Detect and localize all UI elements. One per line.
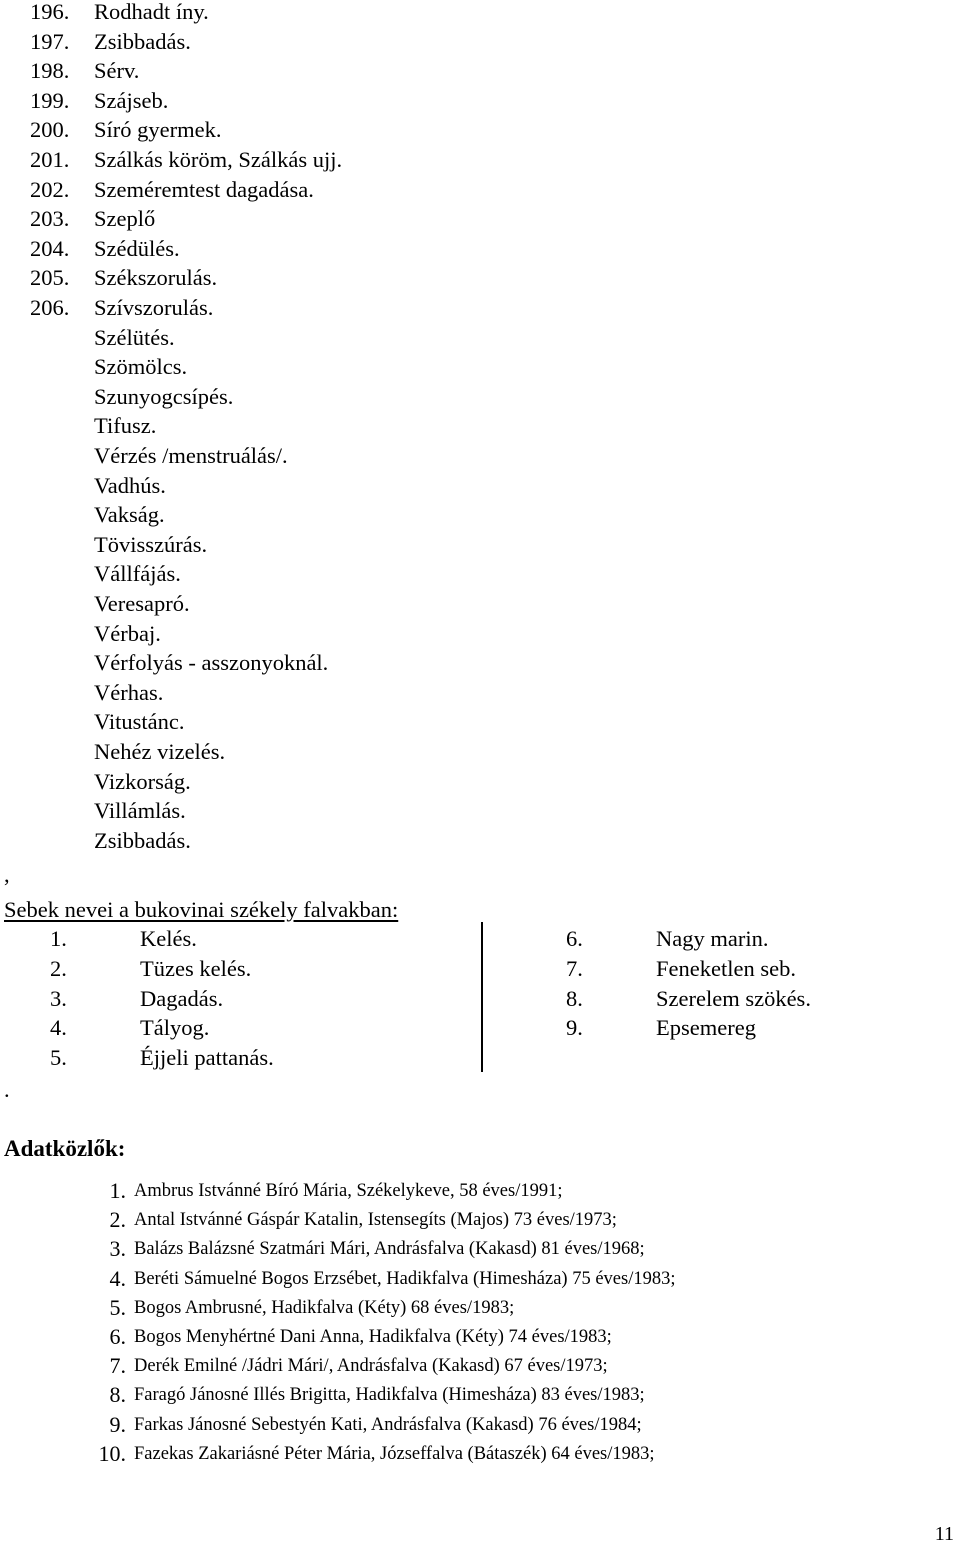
informant-text: Balázs Balázsné Szatmári Mári, Andrásfalva (Kakasd) 81 éves/1968; — [134, 1239, 645, 1260]
remedy-number: 196. — [30, 0, 70, 24]
informant-number: 1. — [109, 1178, 126, 1203]
remedy-label: Zsibbadás. — [94, 827, 191, 853]
informant-text: Beréti Sámuelné Bogos Erzsébet, Hadikfalva (Himesháza) 75 éves/1983; — [134, 1268, 676, 1289]
wound-number: 8. — [566, 985, 583, 1011]
remedy-label: Vállfájás. — [94, 561, 181, 587]
remedy-number: 197. — [30, 28, 70, 54]
remedy-number: 206. — [30, 295, 70, 320]
wound-label: Epsemereg — [656, 1015, 756, 1041]
informant-number: 8. — [109, 1382, 126, 1408]
informant-number: 10. — [98, 1440, 126, 1466]
wound-label: Feneketlen seb. — [656, 955, 796, 981]
remedy-label: Szeplő — [94, 206, 156, 232]
remedy-label: Tövisszúrás. — [94, 531, 208, 557]
informant-text: Farkas Jánosné Sebestyén Kati, Andrásfalva (Kakasd) 76 éves/1984; — [134, 1414, 642, 1435]
wound-number: 1. — [50, 926, 67, 951]
informant-text: Bogos Menyhértné Dani Anna, Hadikfalva (Kéty) 74 éves/1983; — [134, 1327, 612, 1347]
remedy-label: Szélütés. — [94, 324, 175, 350]
wound-label: Tályog. — [140, 1015, 210, 1041]
informant-number: 3. — [109, 1236, 126, 1262]
wound-number: 5. — [50, 1045, 67, 1071]
informant-number: 6. — [109, 1324, 126, 1349]
remedy-number: 203. — [30, 206, 70, 232]
remedy-label: Vizkorság. — [94, 768, 191, 794]
remedy-number: 200. — [30, 117, 70, 143]
wound-number: 4. — [50, 1015, 67, 1041]
remedy-label: Szálkás köröm, Szálkás ujj. — [94, 147, 343, 172]
wound-number: 9. — [566, 1015, 583, 1041]
page-number: 11 — [934, 1523, 954, 1545]
informant-text: Faragó Jánosné Illés Brigitta, Hadikfalva (Himesháza) 83 éves/1983; — [134, 1385, 645, 1406]
wound-number: 3. — [50, 985, 67, 1011]
remedy-label: Zsibbadás. — [94, 28, 191, 54]
remedy-label: Szunyogcsípés. — [94, 383, 234, 409]
remedy-label: Villámlás. — [94, 798, 186, 824]
wound-label: Kelés. — [140, 926, 197, 951]
remedy-number: 198. — [30, 58, 70, 84]
informant-number: 2. — [109, 1207, 126, 1233]
remedy-label: Vakság. — [94, 502, 165, 528]
remedy-label: Vitustánc. — [94, 709, 185, 735]
remedy-label: Szívszorulás. — [94, 295, 214, 320]
informants-heading: Adatközlők: — [4, 1136, 126, 1161]
informant-number: 5. — [109, 1294, 126, 1320]
informant-text: Antal Istvánné Gáspár Katalin, Istensegíts (Majos) 73 éves/1973; — [134, 1210, 617, 1231]
remedy-label: Síró gyermek. — [94, 117, 222, 143]
remedy-label: Sérv. — [94, 58, 140, 84]
remedy-label: Székszorulás. — [94, 265, 218, 291]
remedy-label: Szájseb. — [94, 87, 169, 113]
wound-number: 6. — [566, 926, 583, 951]
informant-number: 7. — [109, 1353, 126, 1379]
remedy-label: Vérfolyás - asszonyoknál. — [94, 650, 329, 676]
stray-period: . — [4, 1077, 10, 1102]
informant-text: Ambrus Istvánné Bíró Mária, Székelykeve, 58 éves/1991; — [134, 1181, 563, 1201]
remedy-label: Vérzés /menstruálás/. — [94, 443, 288, 468]
remedy-label: Tifusz. — [94, 413, 157, 439]
remedy-label: Vérhas. — [94, 679, 164, 705]
remedy-label: Szömölcs. — [94, 354, 188, 380]
informant-number: 4. — [109, 1265, 126, 1291]
wound-label: Tüzes kelés. — [140, 955, 252, 981]
remedy-label: Szeméremtest dagadása. — [94, 176, 314, 202]
wounds-title: Sebek nevei a bukovinai székely falvakban: — [4, 897, 399, 922]
remedy-label: Szédülés. — [94, 235, 180, 261]
wound-number: 7. — [566, 955, 583, 981]
informant-text: Derék Emilné /Jádri Mári/, Andrásfalva (Kakasd) 67 éves/1973; — [134, 1356, 608, 1377]
wound-label: Dagadás. — [140, 985, 224, 1011]
stray-comma: , — [4, 862, 10, 887]
remedy-label: Vadhús. — [94, 472, 166, 498]
remedy-number: 202. — [30, 176, 70, 202]
remedy-label: Nehéz vizelés. — [94, 739, 226, 764]
remedy-number: 205. — [30, 265, 70, 291]
wound-label: Szerelem szökés. — [656, 985, 811, 1011]
wound-label: Nagy marin. — [656, 926, 769, 951]
wound-label: Éjjeli pattanás. — [140, 1045, 274, 1071]
remedy-number: 204. — [30, 235, 70, 261]
informant-text: Fazekas Zakariásné Péter Mária, Józseffalva (Bátaszék) 64 éves/1983; — [134, 1443, 655, 1464]
informant-text: Bogos Ambrusné, Hadikfalva (Kéty) 68 éves/1983; — [134, 1297, 515, 1318]
remedy-label: Veresapró. — [94, 591, 190, 616]
column-divider — [481, 922, 483, 1072]
remedy-label: Rodhadt íny. — [94, 0, 209, 24]
remedy-number: 201. — [30, 147, 70, 172]
remedy-number: 199. — [30, 87, 70, 113]
remedy-label: Vérbaj. — [94, 620, 161, 646]
wound-number: 2. — [50, 955, 67, 981]
informant-number: 9. — [109, 1411, 126, 1437]
